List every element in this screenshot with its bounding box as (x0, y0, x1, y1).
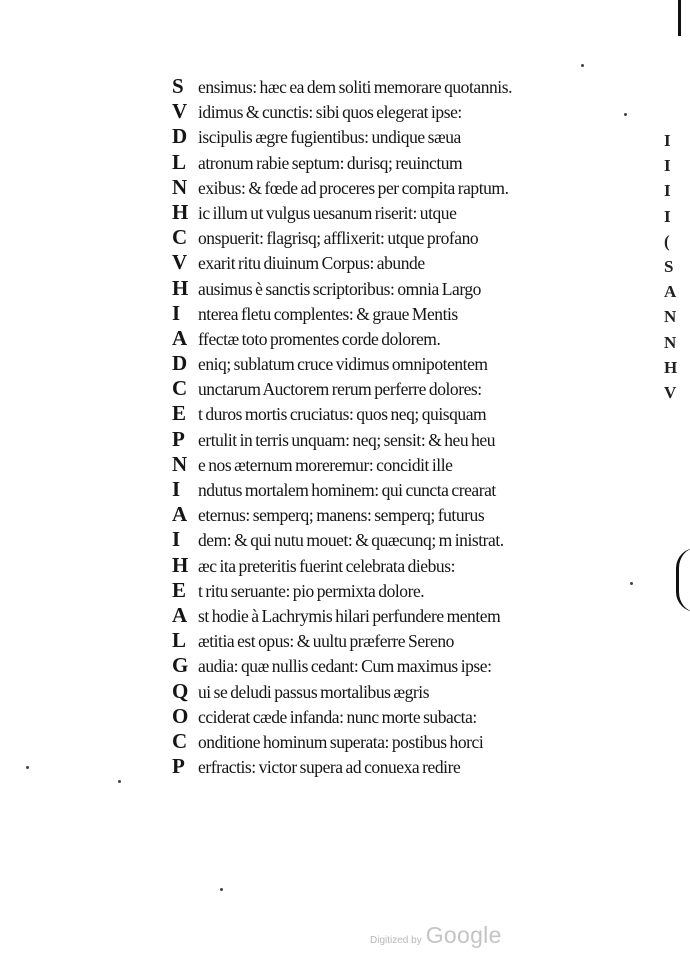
line-text: e nos æternum moreremur: concidit ille (198, 454, 453, 475)
acrostic-initial: E (172, 401, 187, 426)
poem-line (172, 150, 642, 175)
line-text: ertulit in terris unquam: neq; sensit: & heu heu (198, 429, 496, 450)
gutter-glyph: S (664, 256, 674, 276)
watermark-prefix: Digitized by (370, 935, 422, 946)
ink-speck (630, 582, 633, 585)
acrostic-initial: N (172, 451, 188, 476)
poem-line (172, 628, 642, 653)
acrostic-initial: N (172, 174, 188, 199)
gutter-glyph: I (664, 131, 671, 150)
poem-line (172, 376, 642, 401)
acrostic-initial: D (172, 124, 188, 149)
poem-line (172, 729, 642, 754)
acrostic-initial: L (172, 149, 187, 174)
gutter-glyph: A (664, 282, 677, 302)
gutter-glyph: N (664, 332, 677, 352)
ink-speck (581, 64, 584, 67)
line-text: æc ita preteritis fuerint celebrata diebus: (198, 555, 455, 576)
gutter-glyph: I (664, 181, 671, 201)
acrostic-initial: C (172, 225, 188, 250)
poem-line (172, 704, 642, 729)
line-text: ui se deludi passus mortalibus ægris (198, 681, 430, 702)
acrostic-initial: E (172, 577, 187, 602)
gutter-glyph: ( (664, 231, 670, 251)
poem-line (172, 175, 642, 200)
line-text: iscipulis ægre fugientibus: undique sæua (198, 127, 461, 148)
acrostic-initial: I (172, 527, 181, 552)
poem-line (172, 351, 642, 376)
line-text: ndutus mortalem hominem: qui cuncta crearat (198, 480, 496, 500)
gutter-glyph: N (664, 307, 677, 327)
poem-line (172, 477, 642, 502)
poem-line (172, 225, 642, 250)
line-text: eniq; sublatum cruce vidimus omnipotentem (198, 354, 488, 375)
line-text: dem: & qui nutu mouet: & quæcunq; m inistrat. (198, 530, 504, 551)
poem-line (172, 527, 642, 552)
line-text: erfractis: victor supera ad conuexa redire (198, 757, 461, 778)
line-text: audia: quæ nullis cedant: Cum maximus ipse: (198, 656, 492, 677)
acrostic-initial: A (172, 602, 188, 627)
acrostic-initial: H (172, 275, 189, 300)
line-text: exibus: & fœde ad proceres per compita raptum. (198, 177, 509, 198)
poem-line (172, 553, 642, 578)
poem-line (172, 276, 642, 301)
line-text: unctarum Auctorem rerum perferre dolores: (198, 379, 482, 400)
acrostic-initial: A (172, 325, 188, 350)
acrostic-initial: Q (172, 678, 189, 703)
line-text: t ritu seruante: pio permixta dolore. (198, 580, 425, 601)
line-text: atronum rabie septum: durisq; reuinctum (198, 152, 463, 173)
acrostic-poem (172, 74, 642, 779)
line-text: eternus: semperq; manens: semperq; futurus (198, 505, 485, 526)
poem-line (172, 99, 642, 124)
ink-speck (220, 888, 223, 891)
acrostic-initial: D (172, 351, 188, 376)
ink-speck (624, 113, 627, 116)
line-text: idimus & cunctis: sibi quos elegerat ipse: (198, 102, 462, 123)
facing-page-gutter (664, 128, 684, 405)
acrostic-initial: H (172, 199, 189, 224)
poem-line (172, 502, 642, 527)
ink-speck (26, 766, 29, 769)
digitized-watermark (370, 922, 502, 949)
acrostic-initial: P (172, 754, 185, 779)
poem-line (172, 578, 642, 603)
acrostic-initial: C (172, 376, 188, 401)
ink-speck (118, 780, 121, 783)
google-logo: Google (425, 922, 502, 948)
acrostic-initial: A (172, 502, 188, 527)
gutter-glyph: V (664, 382, 677, 402)
poem-line (172, 250, 642, 275)
facing-page-bracket (676, 548, 690, 612)
poem-line (172, 452, 642, 477)
poem-line (172, 401, 642, 426)
acrostic-initial: C (172, 728, 188, 753)
acrostic-initial: O (172, 703, 189, 728)
acrostic-initial: G (172, 653, 189, 678)
poem-line (172, 124, 642, 149)
acrostic-initial: L (172, 628, 187, 653)
acrostic-initial: S (172, 74, 184, 98)
line-text: onspuerit: flagrisq; afflixerit: utque profano (198, 228, 479, 249)
line-text: onditione hominum superata: postibus horci (198, 731, 484, 752)
line-text: ic illum ut vulgus uesanum riserit: utque (198, 202, 457, 223)
line-text: st hodie à Lachrymis hilari perfundere mentem (198, 605, 501, 626)
line-text: t duros mortis cruciatus: quos neq; quisquam (198, 404, 487, 425)
line-text: ausimus è sanctis scriptoribus: omnia Largo (198, 278, 481, 299)
line-text: ensimus: hæc ea dem soliti memorare quotannis. (198, 77, 512, 97)
poem-line (172, 603, 642, 628)
gutter-glyph: H (664, 357, 678, 377)
poem-line (172, 301, 642, 326)
poem-line (172, 754, 642, 779)
line-text: exarit ritu diuinum Corpus: abunde (198, 253, 425, 274)
line-text: nterea fletu complentes: & graue Mentis (198, 303, 458, 324)
poem-line (172, 326, 642, 351)
acrostic-initial: I (172, 477, 181, 501)
gutter-glyph: I (664, 206, 671, 226)
facing-page-rule (678, 0, 681, 36)
poem-line (172, 74, 642, 99)
poem-line (172, 427, 642, 452)
line-text: ffectæ toto promentes corde dolorem. (198, 328, 441, 349)
poem-line (172, 653, 642, 678)
acrostic-initial: H (172, 552, 189, 577)
line-text: cciderat cæde infanda: nunc morte subacta: (198, 706, 477, 727)
poem-line (172, 200, 642, 225)
gutter-glyph: I (664, 156, 671, 176)
acrostic-initial: V (172, 99, 188, 124)
acrostic-initial: V (172, 250, 188, 275)
line-text: ætitia est opus: & uultu præferre Sereno (198, 631, 454, 652)
poem-line (172, 679, 642, 704)
acrostic-initial: I (172, 300, 181, 325)
acrostic-initial: P (172, 426, 185, 451)
